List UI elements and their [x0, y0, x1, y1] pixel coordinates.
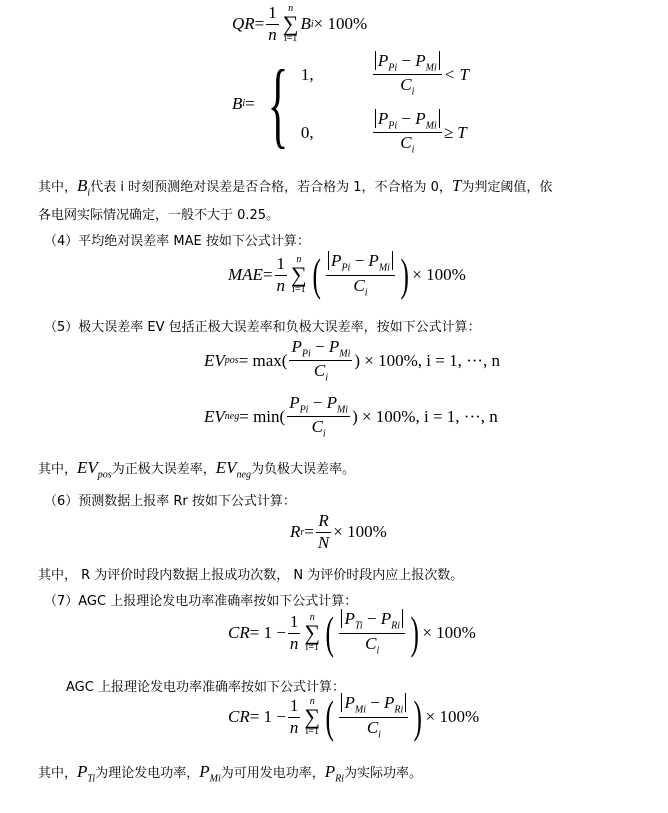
equation-rr: R r = $\frac{R}{N}$ × 100%: [290, 511, 387, 552]
equation-qr: [232, 4, 367, 44]
qr-lhs: QR: [232, 14, 255, 34]
sigma-icon: ∑: [304, 620, 321, 646]
right-paren-icon: ): [400, 249, 409, 300]
heading-rr: （6）预测数据上报率 Rr 按如下公式计算：: [44, 494, 296, 509]
qr-sum-bot: i=1: [283, 33, 298, 45]
paragraph-rr-definition: 其中， R 为评价时段内数据上报成功次数， N 为评价时段内应上报次数。: [38, 568, 464, 583]
heading-mae: （4）平均绝对误差率 MAE 按如下公式计算：: [44, 234, 310, 249]
qr-term-sub: i: [310, 18, 314, 30]
qr-frac-den: n: [268, 24, 277, 44]
heading-ev: （5）极大误差率 EV 包括正极大误差率和负极大误差率，按如下公式计算：: [44, 320, 481, 335]
equation-ev-neg: EV neg = min( $\frac{P_{Pi} - P_{Mi}}{C_i}$ ) × 100%, i = 1, ···, n: [204, 393, 498, 440]
sigma-icon: ∑: [304, 704, 321, 730]
qr-term: B: [300, 14, 311, 34]
right-paren-icon: ): [410, 607, 419, 658]
bi-case2-condition: [371, 110, 469, 156]
bi-case2-op: ≥ T: [443, 122, 467, 142]
paragraph-cr-definition: 其中，$P_{Ti}$为理论发电功率，$P_{Mi}$为可用发电功率，$P_{Ri}$为实际功率。: [38, 762, 423, 785]
left-paren-icon: (: [325, 607, 334, 658]
left-paren-icon: (: [312, 249, 321, 300]
qr-sum-top: n: [288, 3, 294, 15]
bi-case1-condition: [371, 52, 469, 98]
bi-case2-fraction: $\frac{P_{Pi} - P_{Mi}}{C_i}$: [373, 110, 442, 156]
bi-case2-abs: $P_{Pi} - P_{Mi}$: [375, 109, 440, 128]
left-paren-icon: (: [325, 691, 334, 742]
bi-cases: [301, 52, 469, 156]
t-symbol: T: [451, 176, 462, 195]
bi-case1-value: 1,: [300, 64, 314, 84]
paragraph-bi-definition: 其中，$B_i$代表 i 时刻预测绝对误差是否合格，若合格为 1，不合格为 0，T为判定阈值，依: [38, 176, 553, 199]
right-paren-icon: ): [413, 691, 423, 742]
equation-ev-pos: EV pos = max( $\frac{P_{Pi} - P_{Mi}}{C_i}$ ) × 100%, i = 1, ···, n: [204, 337, 501, 384]
bi-case2-value: 0,: [300, 122, 314, 142]
paragraph-bi-definition-line2: 各电网实际情况确定，一般不大于 0.25。: [38, 208, 280, 223]
heading-cr2: AGC 上报理论发电功率准确率按如下公式计算：: [66, 680, 345, 695]
qr-frac-num: 1: [266, 4, 279, 25]
heading-cr1: （7）AGC 上报理论发电功率准确率按如下公式计算：: [44, 594, 358, 609]
qr-times: × 100%: [313, 14, 368, 34]
bi-lhs: B: [232, 93, 243, 113]
qr-sum: [283, 4, 299, 44]
qr-fraction: [266, 4, 279, 44]
bi-case1-abs: $P_{Pi} - P_{Mi}$: [375, 51, 440, 70]
bi-case1-op: < T: [443, 64, 469, 84]
sigma-icon: ∑: [291, 262, 307, 288]
sigma-icon: ∑: [282, 11, 299, 37]
left-brace-icon: {: [267, 49, 289, 157]
qr-equals: =: [254, 14, 265, 34]
bi-equals: =: [245, 93, 255, 113]
equation-mae: MAE = $\frac{1}{n}$ n ∑ i=1 ( $\frac{P_{Pi} - P_{Mi}}{C_i}$ ) × 100%: [228, 249, 466, 300]
paragraph-ev-definition: 其中，$EV_{pos}$为正极大误差率，$EV_{neg}$为负极大误差率。: [38, 458, 355, 481]
equation-cr2: CR = 1 − $\frac{1}{n}$ n ∑ i=1 ( $\frac{P_{Mi} - P_{Ri}}{C_i}$ ) × 100%: [228, 691, 480, 742]
bi-symbol: $B_i$: [77, 176, 91, 199]
equation-cr1: CR = 1 − $\frac{1}{n}$ n ∑ i=1 ( $\frac{P_{Ti} - P_{Ri}}{C_i}$ ) × 100%: [228, 607, 476, 658]
equation-bi: [232, 49, 469, 157]
bi-lhs-sub: i: [242, 98, 246, 110]
bi-case1-fraction: $\frac{P_{Pi} - P_{Mi}}{C_i}$: [373, 52, 442, 98]
